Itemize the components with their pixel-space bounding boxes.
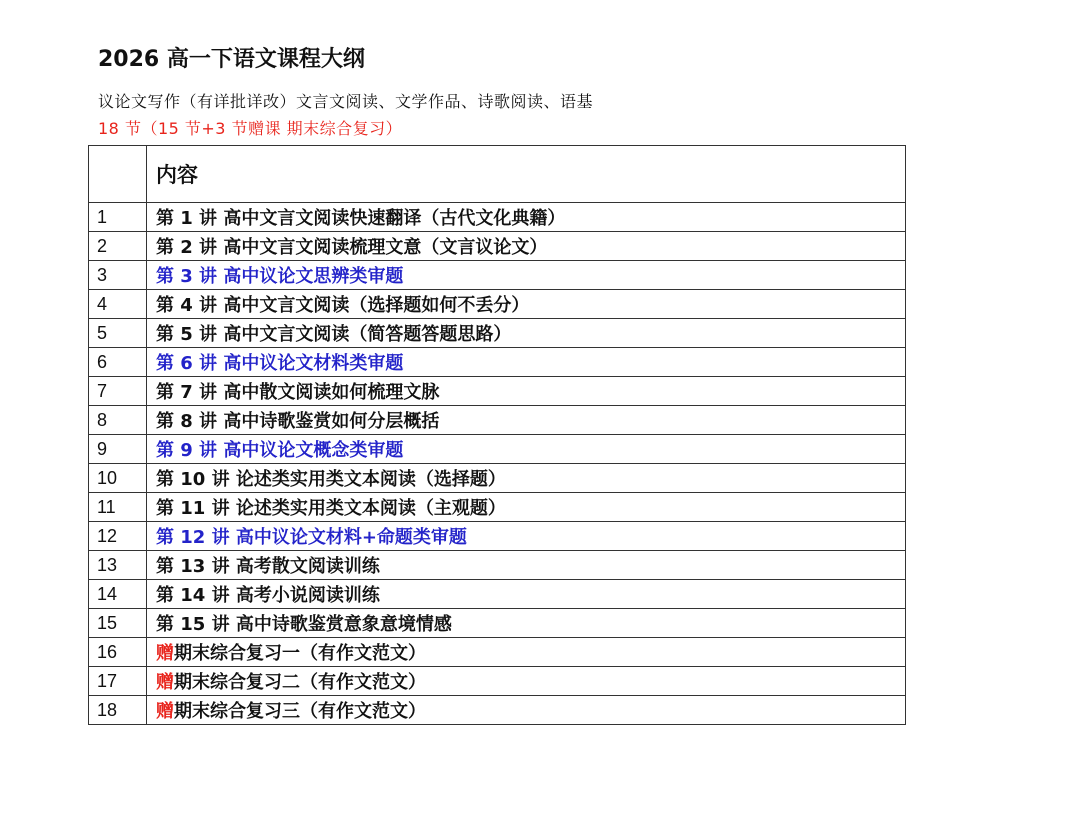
header-content-cell: 内容: [147, 146, 906, 203]
lesson-title: 第 2 讲 高中文言文阅读梳理文意（文言议论文）: [156, 237, 548, 258]
row-number-cell: 1: [89, 203, 147, 232]
lesson-title: 第 15 讲 高中诗歌鉴赏意象意境情感: [156, 614, 452, 635]
lesson-title: 第 9 讲 高中议论文概念类审题: [156, 440, 404, 461]
row-content-cell: [147, 493, 906, 522]
row-content-cell: [147, 580, 906, 609]
table-row: [89, 696, 906, 725]
row-number-cell: 18: [89, 696, 147, 725]
table-row: [89, 464, 906, 493]
lesson-title: 期末综合复习一（有作文范文）: [174, 643, 426, 664]
row-number-cell: 9: [89, 435, 147, 464]
lesson-title: 第 8 讲 高中诗歌鉴赏如何分层概括: [156, 411, 440, 432]
row-content-cell: [147, 261, 906, 290]
lesson-title: 第 7 讲 高中散文阅读如何梳理文脉: [156, 382, 440, 403]
table-row: [89, 232, 906, 261]
row-number-cell: 6: [89, 348, 147, 377]
table-row: [89, 609, 906, 638]
row-content-cell: [147, 406, 906, 435]
gift-badge: 赠: [156, 701, 174, 722]
row-number-cell: 11: [89, 493, 147, 522]
table-row: [89, 667, 906, 696]
session-count-note: 18 节（15 节+3 节赠课 期末综合复习）: [98, 119, 403, 138]
table-row: [89, 377, 906, 406]
header-number-cell: [89, 146, 147, 203]
row-content-cell: [147, 522, 906, 551]
gift-badge: 赠: [156, 643, 174, 664]
table-row: [89, 319, 906, 348]
syllabus-table: [88, 145, 906, 725]
row-number-cell: 10: [89, 464, 147, 493]
lesson-title: 第 1 讲 高中文言文阅读快速翻译（古代文化典籍）: [156, 208, 566, 229]
gift-badge: 赠: [156, 672, 174, 693]
row-number-cell: 13: [89, 551, 147, 580]
row-number-cell: 15: [89, 609, 147, 638]
row-number-cell: 14: [89, 580, 147, 609]
row-number-cell: 17: [89, 667, 147, 696]
lesson-title: 第 13 讲 高考散文阅读训练: [156, 556, 380, 577]
row-content-cell: [147, 696, 906, 725]
lesson-title: 第 14 讲 高考小说阅读训练: [156, 585, 380, 606]
row-content-cell: [147, 348, 906, 377]
row-content-cell: [147, 203, 906, 232]
table-row: [89, 290, 906, 319]
lesson-title: 第 12 讲 高中议论文材料+命题类审题: [156, 527, 467, 548]
row-number-cell: 16: [89, 638, 147, 667]
row-number-cell: 2: [89, 232, 147, 261]
lesson-title: 第 10 讲 论述类实用类文本阅读（选择题）: [156, 469, 506, 490]
row-number-cell: 3: [89, 261, 147, 290]
table-row: [89, 580, 906, 609]
row-number-cell: 7: [89, 377, 147, 406]
table-row: [89, 435, 906, 464]
table-header-row: [89, 146, 906, 203]
table-row: [89, 551, 906, 580]
row-content-cell: [147, 290, 906, 319]
row-content-cell: [147, 551, 906, 580]
table-row: [89, 348, 906, 377]
table-row: [89, 406, 906, 435]
lesson-title: 第 4 讲 高中文言文阅读（选择题如何不丢分）: [156, 295, 530, 316]
table-row: [89, 493, 906, 522]
lesson-title: 第 11 讲 论述类实用类文本阅读（主观题）: [156, 498, 506, 519]
lesson-title: 期末综合复习三（有作文范文）: [174, 701, 426, 722]
row-number-cell: 4: [89, 290, 147, 319]
table-row: [89, 203, 906, 232]
row-content-cell: [147, 232, 906, 261]
lesson-title: 第 6 讲 高中议论文材料类审题: [156, 353, 404, 374]
table-row: [89, 522, 906, 551]
lesson-title: 期末综合复习二（有作文范文）: [174, 672, 426, 693]
course-scope-text: 议论文写作（有详批详改）文言文阅读、文学作品、诗歌阅读、语基: [98, 92, 594, 111]
row-content-cell: [147, 464, 906, 493]
row-number-cell: 5: [89, 319, 147, 348]
row-content-cell: [147, 319, 906, 348]
row-content-cell: [147, 435, 906, 464]
lesson-title: 第 5 讲 高中文言文阅读（简答题答题思路）: [156, 324, 512, 345]
table-row: [89, 261, 906, 290]
row-number-cell: 12: [89, 522, 147, 551]
table-row: [89, 638, 906, 667]
lesson-title: 第 3 讲 高中议论文思辨类审题: [156, 266, 404, 287]
row-number-cell: 8: [89, 406, 147, 435]
row-content-cell: [147, 667, 906, 696]
page-title: 2026 高一下语文课程大纲: [98, 47, 365, 72]
row-content-cell: [147, 609, 906, 638]
row-content-cell: [147, 638, 906, 667]
row-content-cell: [147, 377, 906, 406]
